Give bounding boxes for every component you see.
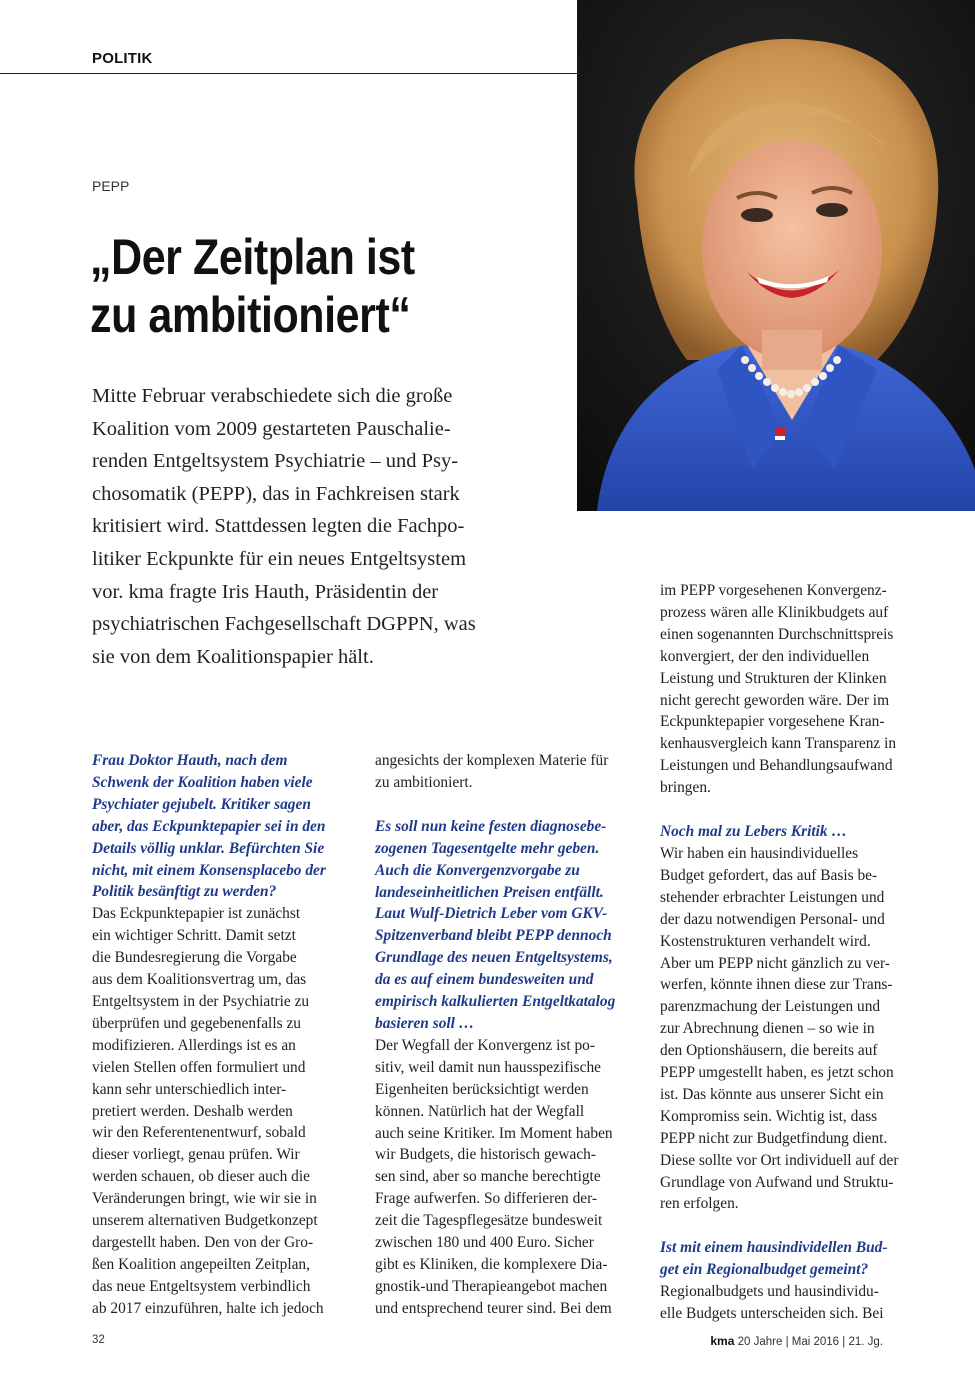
answer-line: sen sind, aber so manche berechtigte — [375, 1168, 601, 1186]
footer-date: Mai 2016 — [791, 1336, 840, 1348]
footer-issue-info — [710, 1334, 883, 1348]
answer-line: wir den Referentenentwurf, sobald — [92, 1124, 306, 1142]
answer-line: zeit die Tagespflegesätze bundesweit — [375, 1212, 603, 1230]
answer-line: ein wichtiger Schritt. Damit setzt — [92, 927, 296, 945]
answer-line: PEPP nicht zur Budgetfindung dient. — [660, 1129, 888, 1147]
answer-line: zu ambitioniert. — [375, 773, 473, 791]
answer-line: können. Natürlich hat der Wegfall — [375, 1102, 585, 1120]
lead-line: Mitte Februar verabschiedete sich die große — [92, 385, 453, 407]
answer-line: Regionalbudgets und hausindividu- — [660, 1283, 879, 1301]
interview-question — [375, 816, 635, 1035]
answer-line: im PEPP vorgesehenen Konvergenz- — [660, 582, 887, 599]
answer-line: werden schauen, ob dieser auch die — [92, 1168, 310, 1186]
question-line: Schwenk der Koalition haben viele — [92, 773, 313, 791]
answer-line: aus dem Koalitionsvertrag um, das — [92, 971, 307, 989]
answer-line: Aber um PEPP nicht gänzlich zu ver- — [660, 954, 890, 972]
footer-separator: | — [839, 1336, 849, 1348]
answer-line: ab 2017 einzuführen, halte ich jedoch — [92, 1299, 324, 1317]
interview-answer — [660, 1281, 920, 1325]
answer-line: angesichts der komplexen Materie für — [375, 752, 609, 769]
answer-line: ßen Koalition angepeilten Zeitplan, — [92, 1255, 310, 1273]
answer-line: Eckpunktepapier vorgesehene Kran- — [660, 713, 885, 731]
answer-line: Das Eckpunktepapier ist zunächst — [92, 905, 301, 923]
answer-line: Frage aufwerfen. So differieren der- — [375, 1190, 598, 1208]
answer-line: kenhausvergleich kann Transparenz in — [660, 735, 897, 753]
interview-question — [660, 821, 920, 843]
answer-line: gibt es Kliniken, die komplexere Dia- — [375, 1255, 608, 1273]
lead-line: vor. kma fragte Iris Hauth, Präsidentin der — [92, 580, 439, 603]
question-line: Noch mal zu Lebers Kritik … — [660, 823, 847, 841]
interview-question — [92, 750, 352, 903]
lead-line: litiker Eckpunkte für ein neues Entgeltsystem — [92, 547, 467, 570]
answer-line: Veränderungen bringt, wie wir sie in — [92, 1190, 317, 1208]
answer-line: Grundlage von Aufwand und Struktu- — [660, 1173, 894, 1191]
question-line: da es auf einem bundesweiten und — [375, 971, 594, 989]
paragraph-gap — [375, 794, 635, 816]
answer-line: zwischen 180 und 400 Euro. Sicher — [375, 1234, 594, 1252]
kicker: PEPP — [92, 178, 130, 194]
lead-line: kritisiert wird. Stattdessen legten die Fachpo- — [92, 515, 465, 538]
article-column-2 — [375, 750, 635, 1320]
footer-separator: | — [782, 1336, 792, 1348]
answer-line: Eigenheiten berücksichtigt werden — [375, 1080, 589, 1098]
footer-edition: 20 Jahre — [737, 1336, 783, 1348]
question-line: aber, das Eckpunktepapier sei in den — [92, 817, 326, 835]
question-line: Ist mit einem hausindividellen Bud- — [660, 1239, 888, 1257]
answer-line: Budget gefordert, das auf Basis be- — [660, 866, 878, 884]
interview-question — [660, 1237, 920, 1281]
answer-line: pretiert werden. Deshalb werden — [92, 1102, 293, 1120]
lead-line: psychiatrischen Fachgesellschaft DGPPN, was — [92, 613, 476, 636]
interview-answer — [660, 580, 920, 799]
answer-line: konvergiert, der den individuellen — [660, 647, 870, 665]
answer-line: PEPP umgestellt haben, es jetzt schon — [660, 1064, 894, 1082]
question-line: landeseinheitlichen Preisen entfällt. — [375, 883, 604, 901]
answer-line: Kostenstrukturen verhandelt wird. — [660, 932, 871, 950]
answer-line: Leistung und Strukturen der Klinken — [660, 669, 887, 687]
question-line: basieren soll … — [375, 1014, 475, 1032]
question-line: zogenen Tagesentgelte mehr geben. — [375, 839, 600, 857]
answer-line: dargestellt haben. Den von der Gro- — [92, 1233, 314, 1251]
answer-line: das neue Entgeltsystem verbindlich — [92, 1277, 311, 1295]
answer-line: wir Budgets, die historisch gewach- — [375, 1146, 596, 1164]
section-label: POLITIK — [92, 50, 153, 67]
answer-line: Entgeltsystem in der Psychiatrie zu — [92, 992, 310, 1010]
question-line: Es soll nun keine festen diagnosebe- — [375, 817, 607, 835]
interview-answer — [660, 843, 920, 1215]
answer-line: nicht gerecht geworden wäre. Der im — [660, 691, 890, 709]
answer-line: die Bundesregierung die Vorgabe — [92, 949, 297, 967]
answer-line: Kompromiss sein. Wichtig ist, dass — [660, 1107, 878, 1125]
answer-line: einen sogenannten Durchschnittspreis — [660, 625, 894, 643]
answer-line: den Optionshäusern, die bereits auf — [660, 1042, 878, 1060]
question-line: Psychiater gejubelt. Kritiker sagen — [92, 795, 311, 813]
paragraph-gap — [660, 799, 920, 821]
answer-line: stehender erbrachter Leistungen und — [660, 888, 885, 906]
question-line: Laut Wulf-Dietrich Leber vom GKV- — [375, 905, 608, 923]
answer-line: Wir haben ein hausindividuelles — [660, 844, 859, 862]
question-line: Spitzenverband bleibt PEPP dennoch — [375, 927, 612, 945]
footer-brand: kma — [710, 1334, 735, 1348]
section-divider — [0, 73, 577, 74]
question-line: Frau Doktor Hauth, nach dem — [92, 752, 288, 769]
answer-line: parenzmachung der Leistungen und — [660, 998, 881, 1016]
question-line: Details völlig unklar. Befürchten Sie — [92, 839, 325, 857]
lead-line: Koalition vom 2009 gestarteten Pauschalie- — [92, 417, 451, 440]
answer-line: Diese sollte vor Ort individuell auf der — [660, 1151, 899, 1169]
answer-line: bringen. — [660, 779, 711, 797]
portrait-photo — [577, 0, 975, 511]
interview-answer — [92, 903, 352, 1319]
question-line: Auch die Konvergenzvorgabe zu — [375, 861, 580, 879]
footer-volume: 21. Jg. — [848, 1336, 883, 1348]
lead-line: sie von dem Koalitionspapier hält. — [92, 645, 374, 668]
headline — [90, 228, 494, 344]
answer-line: elle Budgets unterscheiden sich. Bei — [660, 1305, 884, 1323]
answer-line: prozess wären alle Klinikbudgets auf — [660, 603, 889, 621]
question-line: nicht, mit einem Konsensplacebo der — [92, 861, 326, 879]
answer-line: vielen Stellen offen formuliert und — [92, 1058, 306, 1076]
answer-line: gnostik-und Therapieangebot machen — [375, 1277, 608, 1295]
headline-line: zu ambitioniert“ — [90, 287, 411, 343]
answer-line: kann sehr unterschiedlich inter- — [92, 1080, 287, 1098]
headline-line: „Der Zeitplan ist — [90, 229, 415, 285]
lead-line: chosomatik (PEPP), das in Fachkreisen stark — [92, 482, 460, 505]
answer-line: ist. Das könnte aus unserer Sicht ein — [660, 1085, 884, 1103]
question-line: get ein Regionalbudget gemeint? — [660, 1261, 869, 1279]
article-column-1 — [92, 750, 352, 1320]
lead-line: renden Entgeltsystem Psychiatrie – und Psy- — [92, 450, 459, 473]
answer-line: zur Abrechnung dienen – so wie in — [660, 1020, 875, 1038]
interview-answer — [375, 750, 635, 794]
answer-line: Leistungen und Behandlungsaufwand — [660, 757, 893, 775]
answer-line: sitiv, weil damit nun hausspezifische — [375, 1058, 601, 1076]
answer-line: auch seine Kritiker. Im Moment haben — [375, 1124, 613, 1142]
answer-line: der dazu notwendigen Personal- und — [660, 910, 885, 928]
question-line: empirisch kalkulierten Entgeltkatalog — [375, 993, 616, 1011]
question-line: Grundlage des neuen Entgeltsystems, — [375, 949, 613, 967]
interview-answer — [375, 1035, 635, 1320]
article-column-3 — [660, 580, 920, 1325]
paragraph-gap — [660, 1215, 920, 1237]
answer-line: Der Wegfall der Konvergenz ist po- — [375, 1036, 595, 1054]
answer-line: werfen, könnte ihnen diese zur Trans- — [660, 976, 893, 994]
answer-line: überprüfen und gegebenenfalls zu — [92, 1014, 301, 1032]
lead-paragraph — [92, 380, 532, 673]
answer-line: ren erfolgen. — [660, 1195, 739, 1213]
answer-line: unserem alternativen Budgetkonzept — [92, 1212, 318, 1230]
page-number: 32 — [92, 1334, 105, 1346]
question-line: Politik besänftigt zu werden? — [92, 883, 277, 901]
answer-line: modifizieren. Allerdings ist es an — [92, 1036, 296, 1054]
answer-line: dieser vorliegt, genau prüfen. Wir — [92, 1146, 300, 1164]
answer-line: und entsprechend teurer sind. Bei dem — [375, 1299, 612, 1317]
